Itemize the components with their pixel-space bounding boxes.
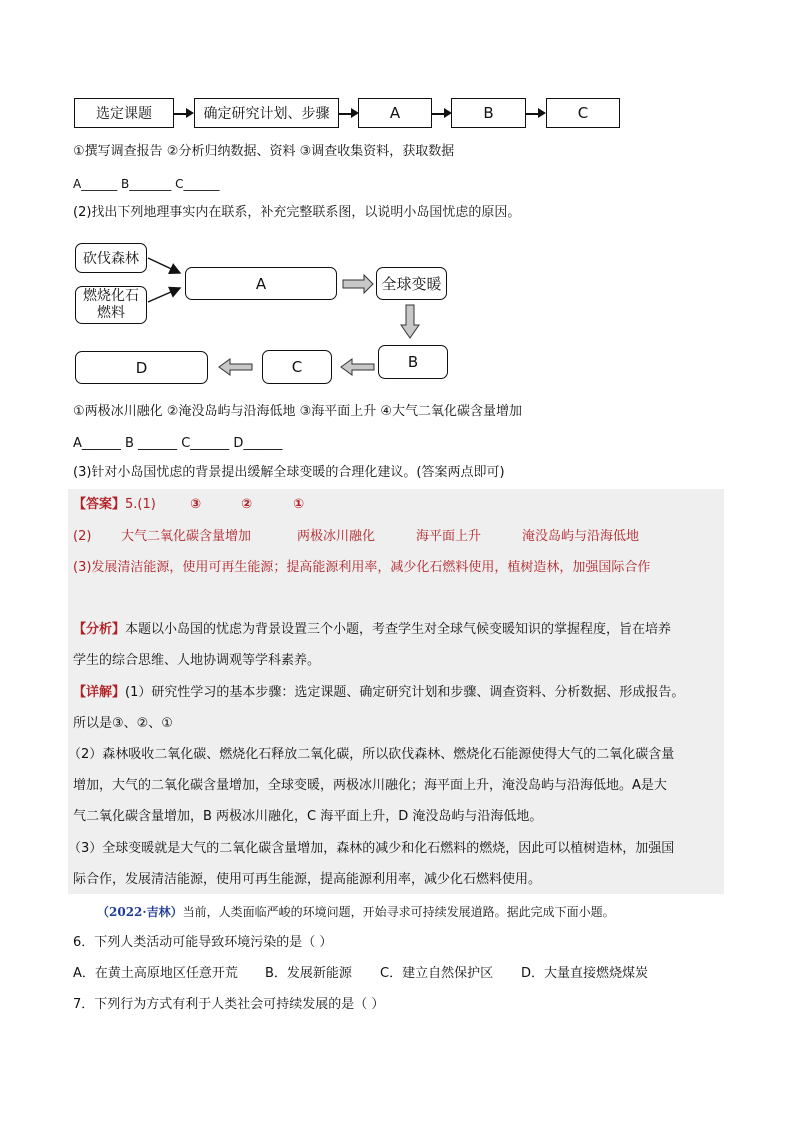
burn-fossil-box: 燃烧化石燃料 — [75, 286, 147, 324]
burn-arrow — [148, 288, 180, 302]
deforest-box: 砍伐森林 — [75, 243, 147, 273]
b-to-c-arrow — [341, 359, 374, 375]
flow2-b-box: B — [378, 345, 448, 379]
detail-text1: (1）研究性学习的基本步骤：选定课题、确定研究计划和步骤、调查资料、分析数据、形成报告。 — [125, 685, 685, 700]
analysis-tag: 【分析】 — [73, 622, 126, 637]
answer-q2-num: (2) — [73, 529, 92, 544]
flow1-b-box: B — [451, 98, 526, 128]
answer-q2-a: 大气二氧化碳含量增加 — [121, 529, 252, 544]
global-warming-box: 全球变暖 — [376, 267, 447, 300]
next-intro — [97, 903, 615, 921]
intro-text: 当前，人类面临严峻的环境问题，开始寻求可持续发展道路。据此完成下面小题。 — [182, 905, 615, 919]
answer-q2-b: 两极冰川融化 — [297, 529, 376, 544]
detail-line6: （3）全球变暖就是大气的二氧化碳含量增加，森林的减少和化石燃料的燃烧，因此可以植树造林，加强国 — [68, 841, 675, 856]
q6-option-c: C．建立自然保护区 — [380, 966, 494, 981]
flow2-d-box: D — [75, 351, 208, 384]
source-tag: （2022·吉林） — [97, 905, 183, 919]
flow1-a-box: A — [358, 98, 432, 128]
answer-q1-b: ② — [241, 497, 253, 512]
warming-to-b-arrow — [401, 305, 419, 338]
q2-prompt: (2)找出下列地理事实内在联系，补充完整联系图，以说明小岛国忧虑的原因。 — [73, 205, 521, 220]
flow1-c-box: C — [546, 98, 620, 128]
flow2-c-box: C — [262, 350, 332, 384]
detail-line7: 际合作，发展清洁能源，使用可再生能源，提高能源利用率，减少化石燃料使用。 — [73, 872, 542, 887]
analysis-text1: 本题以小岛国的忧虑为背景设置三个小题，考查学生对全球气候变暖知识的掌握程度，旨在培养 — [125, 622, 672, 637]
answer-q1-num: 5.(1) — [125, 497, 156, 512]
detail-tag: 【详解】 — [73, 685, 126, 700]
flow1-step1-box: 选定课题 — [74, 98, 174, 128]
deforest-arrow — [148, 258, 180, 273]
answer-q1-a: ③ — [190, 497, 202, 512]
analysis-line2: 学生的综合思维、人地协调观等学科素养。 — [73, 653, 321, 668]
q6-option-b: B．发展新能源 — [265, 966, 352, 981]
answer-q3: (3)发展清洁能源，使用可再生能源；提高能源利用率，减少化石燃料使用，植树造林，加强国际合作 — [73, 560, 651, 575]
q6-option-d: D．大量直接燃烧煤炭 — [521, 966, 649, 981]
answer-line1 — [73, 496, 156, 514]
detail-line3: （2）森林吸收二氧化碳、燃烧化石释放二氧化碳，所以砍伐森林、燃烧化石能源使得大气的二氧化碳含量 — [68, 747, 675, 762]
flow2-connectors — [0, 0, 794, 400]
q3-prompt: (3)针对小岛国忧虑的背景提出缓解全球变暖的合理化建议。(答案两点即可) — [73, 465, 505, 480]
a-to-warming-arrow — [343, 275, 373, 293]
answer-q1-c: ① — [293, 497, 305, 512]
detail-line2: 所以是③、②、① — [73, 716, 173, 731]
q6-prompt: 6．下列人类活动可能导致环境污染的是（ ） — [73, 935, 333, 950]
answer-tag: 【答案】 — [73, 497, 126, 512]
detail-line1 — [73, 684, 684, 702]
q2-blanks: A______ B ______ C______ D______ — [73, 436, 283, 451]
flow1-step2-box: 确定研究计划、步骤 — [194, 98, 339, 128]
q1-options: ①撰写调查报告 ②分析归纳数据、资料 ③调查收集资料，获取数据 — [73, 144, 455, 159]
answer-q2-d: 淹没岛屿与沿海低地 — [522, 529, 640, 544]
analysis-line1 — [73, 621, 671, 639]
answer-q2-c: 海平面上升 — [416, 529, 482, 544]
q6-option-a: A．在黄土高原地区任意开荒 — [73, 966, 238, 981]
q2-options: ①两极冰川融化 ②淹没岛屿与沿海低地 ③海平面上升 ④大气二氧化碳含量增加 — [73, 404, 523, 419]
detail-line4: 增加，大气的二氧化碳含量增加，全球变暖，两极冰川融化；海平面上升，淹没岛屿与沿海低地。A是大 — [73, 778, 667, 793]
flow2-a-box: A — [185, 267, 337, 300]
q7-prompt: 7．下列行为方式有利于人类社会可持续发展的是（ ） — [73, 997, 385, 1012]
c-to-d-arrow — [219, 359, 252, 375]
q1-blanks: A______ B_______ C______ — [73, 177, 220, 191]
detail-line5: 气二氧化碳含量增加，B 两极冰川融化，C 海平面上升，D 淹没岛屿与沿海低地。 — [73, 809, 543, 824]
